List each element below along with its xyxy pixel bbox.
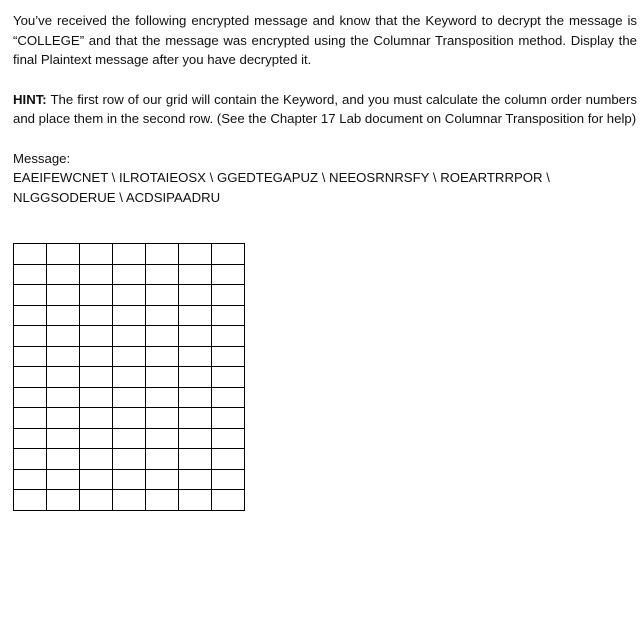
grid-cell bbox=[212, 305, 245, 326]
ciphertext-line-2: NLGGSODERUE \ ACDSIPAADRU bbox=[13, 189, 221, 205]
grid-cell bbox=[179, 346, 212, 367]
grid-cell bbox=[80, 305, 113, 326]
grid-cell bbox=[146, 449, 179, 470]
grid-cell bbox=[146, 367, 179, 388]
grid-cell bbox=[47, 387, 80, 408]
grid-cell bbox=[146, 244, 179, 265]
grid-cell bbox=[47, 305, 80, 326]
grid-cell bbox=[179, 367, 212, 388]
grid-cell bbox=[47, 449, 80, 470]
grid-cell bbox=[212, 490, 245, 511]
grid-cell bbox=[179, 490, 212, 511]
grid-cell bbox=[212, 346, 245, 367]
grid-cell bbox=[179, 408, 212, 429]
grid-cell bbox=[47, 428, 80, 449]
grid-cell bbox=[14, 490, 47, 511]
grid-cell bbox=[80, 408, 113, 429]
grid-cell bbox=[146, 387, 179, 408]
ciphertext-line-1: EAEIFEWCNET \ ILROTAIEOSX \ GGEDTEGAPUZ \ NEEOSRNRSFY \ ROEARTRRPOR \ bbox=[13, 170, 550, 185]
grid-cell bbox=[113, 408, 146, 429]
grid-cell bbox=[146, 264, 179, 285]
grid-cell bbox=[113, 469, 146, 490]
grid-row bbox=[14, 449, 245, 470]
grid-cell bbox=[113, 305, 146, 326]
grid-cell bbox=[14, 264, 47, 285]
grid-cell bbox=[212, 326, 245, 347]
grid-cell bbox=[113, 387, 146, 408]
grid-cell bbox=[14, 244, 47, 265]
grid-cell bbox=[113, 326, 146, 347]
grid-cell bbox=[47, 367, 80, 388]
grid-cell bbox=[47, 490, 80, 511]
grid-cell bbox=[14, 469, 47, 490]
grid-cell bbox=[113, 264, 146, 285]
grid-cell bbox=[179, 428, 212, 449]
grid-cell bbox=[113, 244, 146, 265]
grid-cell bbox=[47, 408, 80, 429]
grid-cell bbox=[80, 326, 113, 347]
grid-cell bbox=[14, 305, 47, 326]
grid-cell bbox=[146, 285, 179, 306]
intro-paragraph: You’ve received the following encrypted message and know that the Keyword to decrypt the message is “COLLEGE” and that the message was encrypted using the Columnar Transposition method. Display the final Plaintext message after you have decrypted it. bbox=[13, 13, 637, 67]
grid-row bbox=[14, 264, 245, 285]
grid-cell bbox=[80, 449, 113, 470]
grid-row bbox=[14, 326, 245, 347]
grid-cell bbox=[146, 408, 179, 429]
paragraph-spacer bbox=[13, 70, 637, 90]
grid-cell bbox=[179, 449, 212, 470]
grid-cell bbox=[179, 305, 212, 326]
grid-cell bbox=[179, 244, 212, 265]
grid-cell bbox=[113, 490, 146, 511]
transposition-grid bbox=[13, 243, 245, 511]
grid-row bbox=[14, 408, 245, 429]
grid-cell bbox=[80, 367, 113, 388]
grid-cell bbox=[113, 285, 146, 306]
grid-cell bbox=[80, 285, 113, 306]
grid-cell bbox=[80, 469, 113, 490]
grid-cell bbox=[113, 449, 146, 470]
grid-row bbox=[14, 490, 245, 511]
grid-cell bbox=[47, 264, 80, 285]
grid-cell bbox=[212, 449, 245, 470]
grid-row bbox=[14, 367, 245, 388]
grid-cell bbox=[14, 285, 47, 306]
grid-cell bbox=[14, 346, 47, 367]
grid-cell bbox=[47, 326, 80, 347]
message-label: Message: bbox=[13, 150, 71, 166]
grid-cell bbox=[113, 346, 146, 367]
grid-cell bbox=[14, 326, 47, 347]
grid-cell bbox=[80, 346, 113, 367]
grid-cell bbox=[146, 326, 179, 347]
grid-row bbox=[14, 305, 245, 326]
grid-cell bbox=[47, 285, 80, 306]
grid-cell bbox=[179, 469, 212, 490]
grid-cell bbox=[179, 285, 212, 306]
grid-body bbox=[14, 244, 245, 511]
grid-cell bbox=[14, 449, 47, 470]
grid-cell bbox=[146, 469, 179, 490]
grid-row bbox=[14, 469, 245, 490]
grid-cell bbox=[80, 428, 113, 449]
grid-cell bbox=[47, 346, 80, 367]
grid-cell bbox=[146, 490, 179, 511]
grid-cell bbox=[80, 244, 113, 265]
hint-label: HINT: bbox=[13, 91, 47, 107]
grid-cell bbox=[212, 428, 245, 449]
grid-row bbox=[14, 428, 245, 449]
grid-cell bbox=[212, 244, 245, 265]
grid-cell bbox=[212, 408, 245, 429]
grid-cell bbox=[80, 387, 113, 408]
grid-row bbox=[14, 387, 245, 408]
grid-cell bbox=[179, 326, 212, 347]
grid-cell bbox=[179, 387, 212, 408]
grid-cell bbox=[146, 346, 179, 367]
grid-cell bbox=[14, 408, 47, 429]
paragraph-spacer bbox=[13, 129, 637, 149]
grid-cell bbox=[14, 387, 47, 408]
grid-cell bbox=[179, 264, 212, 285]
hint-paragraph bbox=[13, 90, 637, 129]
grid-cell bbox=[146, 428, 179, 449]
grid-cell bbox=[146, 305, 179, 326]
grid-cell bbox=[113, 428, 146, 449]
grid-cell bbox=[80, 264, 113, 285]
grid-row bbox=[14, 244, 245, 265]
grid-cell bbox=[212, 285, 245, 306]
grid-cell bbox=[113, 367, 146, 388]
grid-cell bbox=[80, 490, 113, 511]
grid-cell bbox=[47, 469, 80, 490]
grid-cell bbox=[212, 264, 245, 285]
grid-row bbox=[14, 346, 245, 367]
grid-cell bbox=[14, 428, 47, 449]
grid-row bbox=[14, 285, 245, 306]
grid-cell bbox=[212, 469, 245, 490]
document-body bbox=[13, 11, 637, 207]
grid-cell bbox=[14, 367, 47, 388]
grid-cell bbox=[47, 244, 80, 265]
hint-text: The first row of our grid will contain the Keyword, and you must calculate the column order numbers and place them in the second row. (See the Chapter 17 Lab document on Columnar Transposition for help) bbox=[13, 91, 637, 126]
grid-cell bbox=[212, 387, 245, 408]
grid-cell bbox=[212, 367, 245, 388]
